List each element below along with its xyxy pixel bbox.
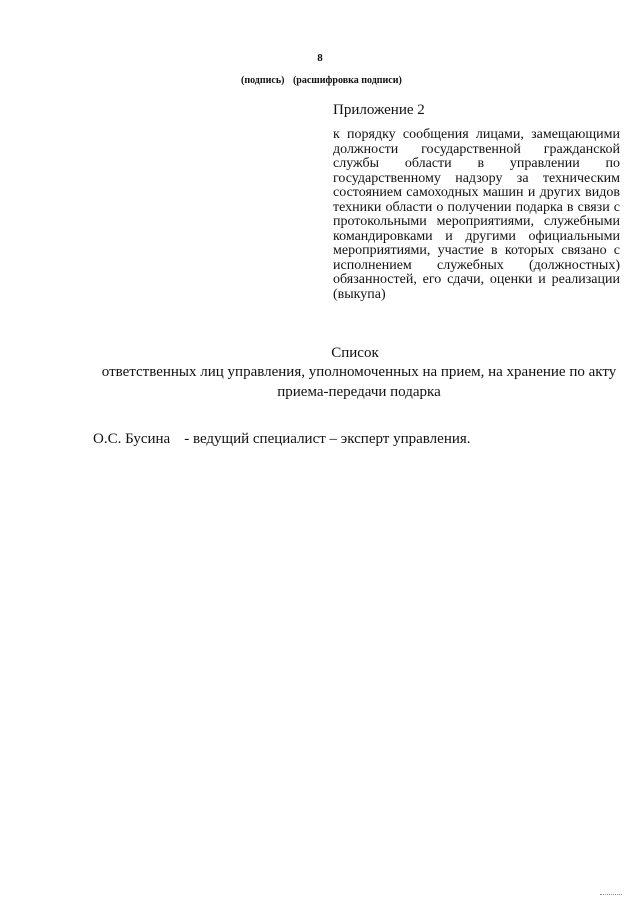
entry-position: - ведущий специалист – эксперт управления. <box>184 431 471 447</box>
signature-decoding-label: (расшифровка подписи) <box>292 75 402 86</box>
page-number: 8 <box>317 52 323 64</box>
appendix-text: к порядку сообщения лицами, замещающими должности государственной гражданской службы области в управлении по государственному надзору за техническим состоянием самоходных машин и других видов техники области о получении подарка в связи с протокольными мероприятиями, служебными командировками и другими официальными мероприятиями, участие в которых связано с исполнением служебных (должностных) обязанностей, его сдачи, оценки и реализации (выкупа) <box>333 127 620 302</box>
entry-person-name: О.С. Бусина <box>93 431 171 447</box>
signature-caption <box>241 75 402 86</box>
appendix-title: Приложение 2 <box>333 102 425 118</box>
scan-artifact <box>600 894 622 899</box>
list-entry <box>93 431 471 448</box>
signature-label: (подпись) <box>241 75 285 86</box>
list-title: Список <box>331 345 379 361</box>
list-subtitle: ответственных лиц управления, уполномоченных на прием, на хранение по акту приема-передачи подарка <box>101 364 617 400</box>
